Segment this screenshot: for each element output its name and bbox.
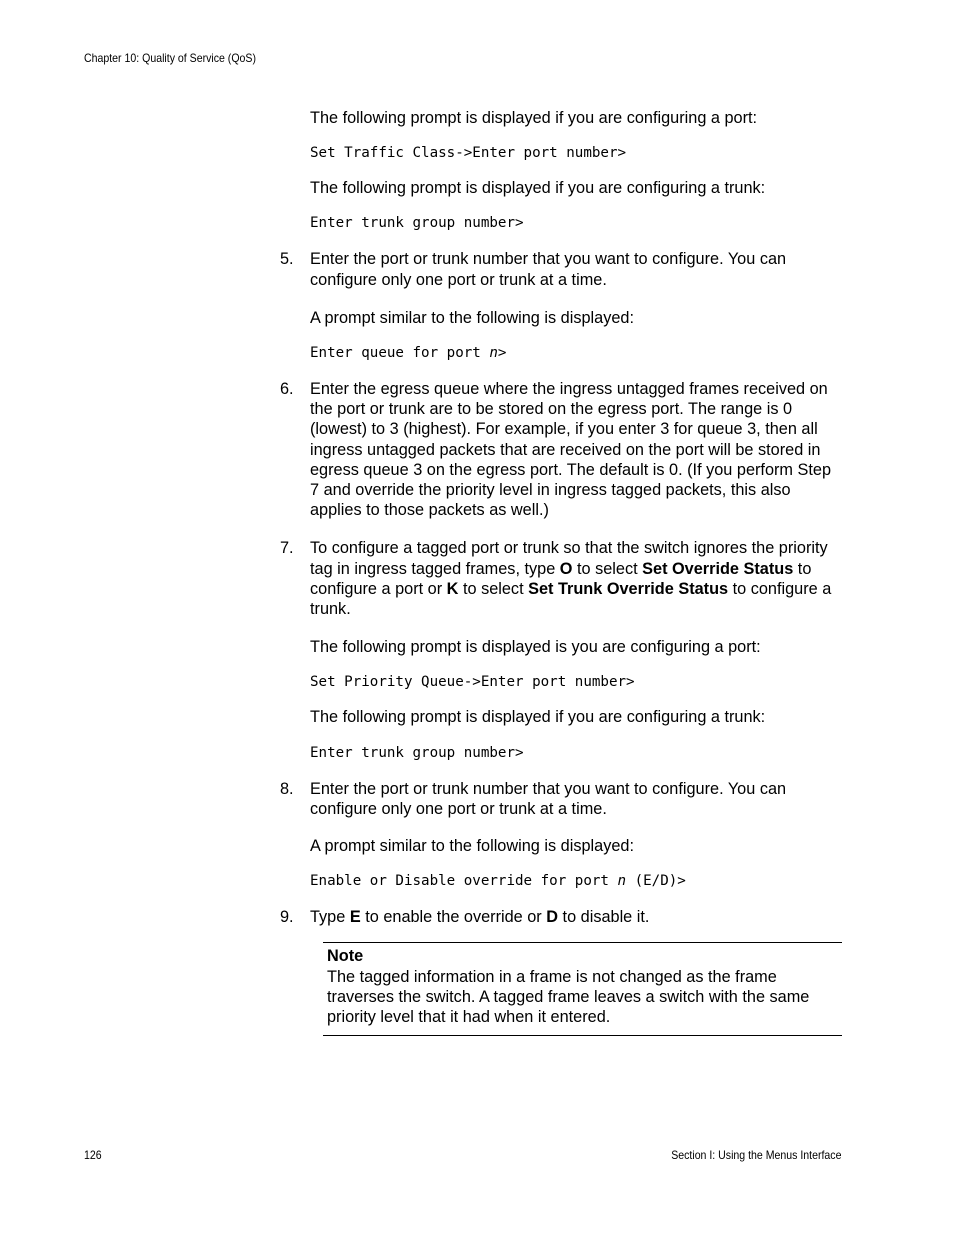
step-9	[280, 907, 842, 927]
step-5	[280, 249, 842, 289]
code-variable: n	[489, 345, 498, 362]
key-o: O	[559, 559, 573, 578]
running-footer-section: Section I: Using the Menus Interface	[670, 1148, 841, 1162]
step-text	[310, 907, 842, 927]
code-trunk-prompt: Enter trunk group number>	[310, 215, 524, 232]
menu-option-set-trunk-override-status: Set Trunk Override Status	[528, 579, 729, 598]
text-run: To configure a tagged port or trunk so that the switch ignores the priority tag in ingress tagged frames, type	[310, 539, 828, 578]
port-prompt-paragraph: The following prompt is displayed if you are configuring a port:	[310, 109, 758, 127]
key-e: E	[349, 908, 361, 927]
step-number: 7.	[280, 539, 294, 558]
prompt-similar-paragraph: A prompt similar to the following is displayed:	[310, 308, 634, 327]
menu-option-set-override-status: Set Override Status	[642, 559, 794, 578]
text-run: to select	[458, 579, 529, 598]
code-variable: n	[617, 873, 627, 890]
text-run: to configure a trunk.	[310, 579, 832, 619]
note-box	[323, 942, 842, 1036]
port-prompt-paragraph: The following prompt is displayed is you are configuring a port:	[310, 638, 761, 657]
text-run: to disable it.	[558, 908, 650, 927]
note-text: The tagged information in a frame is not changed as the frame traverses the switch. A tagged frame leaves a switch with the same priority level that it had when it entered.	[327, 967, 810, 1027]
code-port-prompt: Set Priority Queue->Enter port number>	[310, 674, 635, 691]
step-text: Enter the port or trunk number that you want to configure. You can configure only one port or trunk at a time.	[310, 779, 787, 818]
text-run: to configure a port or	[310, 559, 812, 598]
running-header: Chapter 10: Quality of Service (QoS)	[84, 51, 256, 65]
trunk-prompt-paragraph: The following prompt is displayed if you are configuring a trunk:	[310, 708, 766, 727]
code-port-prompt: Set Traffic Class->Enter port number>	[310, 145, 627, 162]
step-number: 6.	[280, 380, 294, 399]
text-run: to enable the override or	[360, 908, 547, 927]
step-text: Enter the port or trunk number that you want to configure. You can configure only one port or trunk at a time.	[310, 250, 787, 289]
step-number: 9.	[280, 908, 294, 927]
step-7	[280, 538, 842, 619]
code-override-prompt	[310, 871, 842, 891]
step-number: 8.	[280, 779, 294, 798]
key-k: K	[446, 579, 459, 598]
trunk-prompt-paragraph: The following prompt is displayed if you are configuring a trunk:	[310, 179, 766, 198]
code-text: Enter queue for port	[310, 345, 490, 362]
code-text: Enable or Disable override for port	[310, 873, 618, 890]
step-6	[280, 379, 842, 520]
main-content	[280, 108, 842, 1036]
step-text: Enter the egress queue where the ingress untagged frames received on the port or trunk are to be stored on the egress port. The range is 0 (lowest) to 3 (highest). For example, if you enter 3 for queue 3, then all ingress untagged packets that are received on the port will be stored in egress queue 3 on the egress port. The default is 0. (If you perform Step 7 and override the priority level in ingress tagged packets, this also applies to those packets as well.)	[310, 380, 831, 520]
text-run: to select	[572, 559, 643, 578]
note-title: Note	[327, 947, 364, 966]
code-trunk-prompt: Enter trunk group number>	[310, 744, 524, 761]
code-text: (E/D)>	[626, 873, 686, 890]
page-number: 126	[84, 1148, 102, 1162]
code-queue-prompt	[310, 343, 842, 363]
code-text: >	[497, 345, 507, 362]
step-number: 5.	[280, 250, 294, 269]
key-d: D	[546, 908, 559, 927]
text-run: Type	[310, 908, 350, 927]
prompt-similar-paragraph: A prompt similar to the following is displayed:	[310, 837, 634, 856]
step-text	[310, 538, 842, 619]
step-8	[280, 779, 842, 819]
